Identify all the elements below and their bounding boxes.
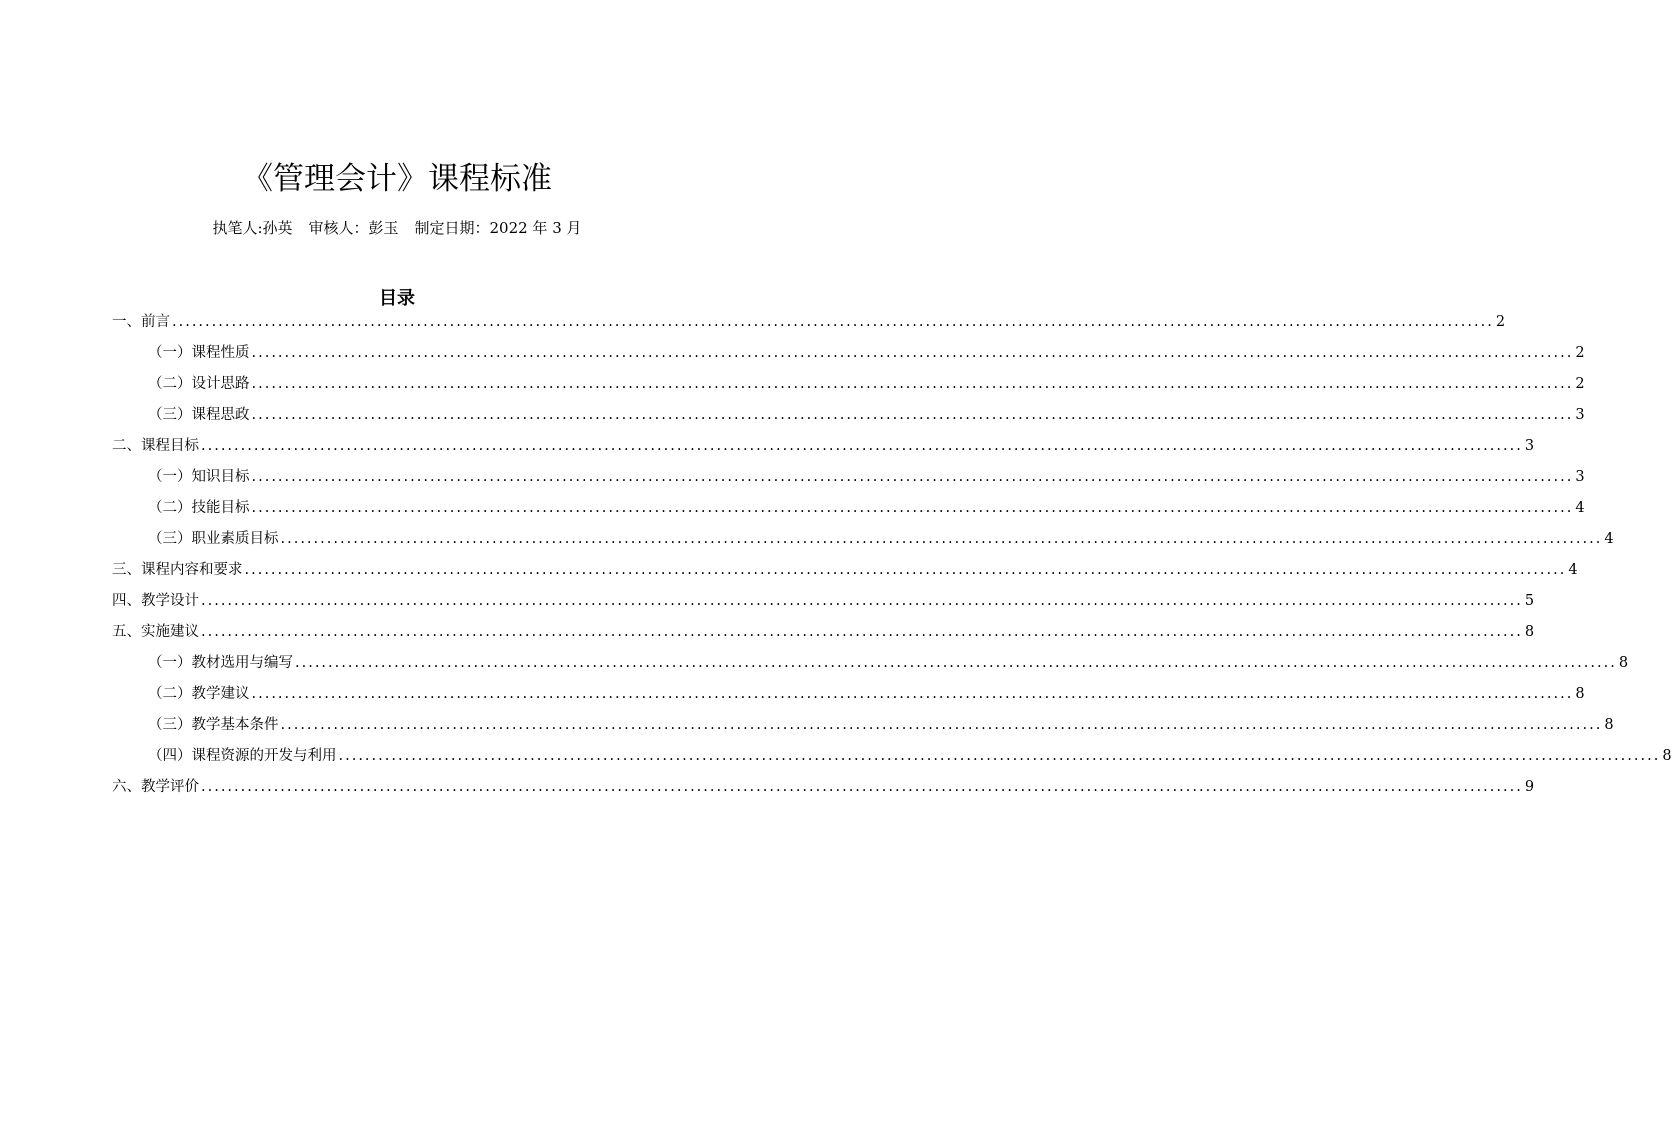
toc-entry-label: （三）教学基本条件 [148,717,279,733]
toc-leader-dots: ........................................................................................................................................................................................................ [251,376,1574,392]
toc-entry-page: 3 [1575,407,1585,423]
toc-entry[interactable] [112,682,1585,713]
toc-leader-dots: ........................................................................................................................................................................................................ [201,438,1523,454]
toc-entry-page: 8 [1618,655,1629,671]
toc-leader-dots: ........................................................................................................................................................................................................ [201,779,1523,795]
toc-leader-dots: ........................................................................................................................................................................................................ [244,562,1567,578]
toc-leader-dots: ........................................................................................................................................................................................................ [280,531,1603,547]
toc-entry-page: 3 [1575,469,1585,485]
toc-entry-label: 六、教学评价 [112,779,199,795]
toc-leader-dots: ........................................................................................................................................................................................................ [172,314,1494,330]
toc-entry[interactable] [112,372,1585,403]
toc-entry-label: 三、课程内容和要求 [112,562,243,578]
toc-entry-label: （二）教学建议 [148,686,250,702]
toc-entry[interactable] [112,496,1585,527]
toc-entry[interactable] [112,775,1535,806]
date: 制定日期：2022 年 3 月 [414,219,582,237]
toc-leader-dots: ........................................................................................................................................................................................................ [280,717,1603,733]
toc-entry[interactable] [112,341,1585,372]
toc-entry-page: 9 [1524,779,1535,795]
toc-leader-dots: ........................................................................................................................................................................................................ [251,407,1574,423]
toc-entry-page: 8 [1662,748,1672,764]
toc-entry-page: 3 [1524,438,1535,454]
toc-entry-label: 一、前言 [112,314,170,330]
toc-entry-page: 8 [1604,717,1614,733]
toc-entry-page: 4 [1575,500,1585,516]
toc-entry[interactable] [112,527,1614,558]
toc-entry[interactable] [112,744,1672,775]
reviewer: 审核人：彭玉 [308,219,399,237]
toc-entry-label: 五、实施建议 [112,624,199,640]
toc-entry[interactable] [112,713,1614,744]
toc-entry-label: （二）设计思路 [148,376,250,392]
toc-entry-label: 二、课程目标 [112,438,199,454]
toc-leader-dots: ........................................................................................................................................................................................................ [251,469,1574,485]
toc-entry-label: （一）课程性质 [148,345,250,361]
toc-entry[interactable] [112,620,1535,651]
toc-entry[interactable] [112,310,1506,341]
toc-leader-dots: ........................................................................................................................................................................................................ [338,748,1661,764]
toc-entry-page: 2 [1575,376,1585,392]
toc-entry-label: （一）教材选用与编写 [148,655,293,671]
toc-entry-label: 四、教学设计 [112,593,199,609]
toc-entry-label: （一）知识目标 [148,469,250,485]
toc-leader-dots: ........................................................................................................................................................................................................ [251,500,1574,516]
toc-entry[interactable] [112,403,1585,434]
toc-entry-label: （二）技能目标 [148,500,250,516]
toc-leader-dots: ........................................................................................................................................................................................................ [251,345,1574,361]
toc-entry[interactable] [112,651,1629,682]
toc-entry[interactable] [112,589,1535,620]
toc-leader-dots: ........................................................................................................................................................................................................ [201,624,1523,640]
toc-entry[interactable] [112,434,1535,465]
toc-entry[interactable] [112,465,1585,496]
toc-leader-dots: ........................................................................................................................................................................................................ [295,655,1617,671]
toc-entry[interactable] [112,558,1578,589]
toc-entry-label: （四）课程资源的开发与利用 [148,748,337,764]
author: 执笔人:孙英 [212,219,293,237]
toc-entry-label: （三）职业素质目标 [148,531,279,547]
toc-entry-page: 2 [1575,345,1585,361]
toc-heading: 目录 [379,288,415,309]
toc-entry-page: 8 [1575,686,1585,702]
toc-entry-page: 2 [1495,314,1506,330]
table-of-contents [112,310,1672,806]
toc-entry-label: （三）课程思政 [148,407,250,423]
toc-entry-page: 4 [1568,562,1578,578]
byline [0,216,794,240]
toc-leader-dots: ........................................................................................................................................................................................................ [201,593,1523,609]
toc-leader-dots: ........................................................................................................................................................................................................ [251,686,1574,702]
toc-entry-page: 8 [1524,624,1535,640]
toc-entry-page: 4 [1604,531,1614,547]
toc-entry-page: 5 [1524,593,1535,609]
page-title: 《管理会计》课程标准 [242,161,552,197]
